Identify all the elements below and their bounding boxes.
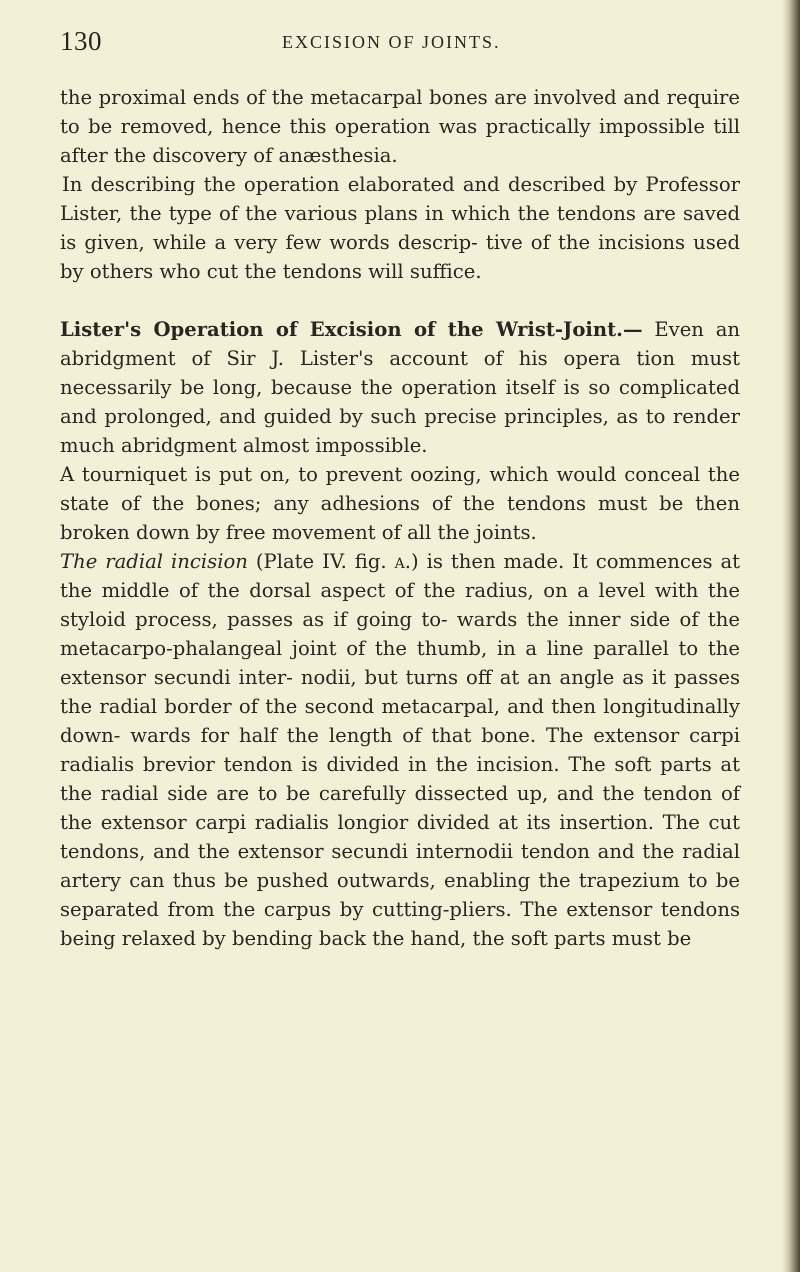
plate-reference-close: ) [410, 550, 419, 573]
running-title: EXCISION OF JOINTS. [282, 32, 501, 52]
paragraph-3-text: Even an abridgment of Sir J. Lister's account of his opera tion must necessarily be long, because the operation itself is so complicated and prolonged, and guided by such precise principles, as to render much abridgment almost impossible. [60, 318, 740, 457]
section-heading: Lister's Operation of Excision of the Wrist-Joint.— [60, 318, 643, 341]
body-text [60, 83, 740, 953]
page-number: 130 [60, 26, 102, 56]
plate-reference: (Plate IV. fig. [255, 550, 387, 573]
paragraph-5 [60, 547, 740, 953]
radial-incision-term: The radial incision [60, 550, 248, 573]
paragraph-3 [60, 315, 740, 460]
paragraph-2-text: In describing the operation elaborated and described by Professor Lister, the type of the various plans in which the tendons are saved is given, while a very few words descrip- tive of the incisions used by others who cut the tendons will suffice. [60, 173, 740, 283]
plate-reference-letter: a. [394, 550, 411, 573]
paragraph-4-text: A tourniquet is put on, to prevent oozing, which would conceal the state of the bones; any adhesions of the tendons must be then broken down by free movement of all the joints. [60, 463, 740, 544]
paragraph-4 [60, 460, 740, 547]
page-edge-shadow [782, 0, 800, 1272]
paragraph-1: the proximal ends of the metacarpal bones are involved and require to be removed, hence this operation was practically impossible till after the discovery of anæsthesia. [60, 86, 740, 167]
paragraph-5-text: is then made. It commences at the middle of the dorsal aspect of the radius, on a level with the styloid process, passes as if going to- wards the inner side of the metacarpo-phalangeal joint of the thumb, in a line parallel to the extensor secundi inter- nodii, but turns off at an angle as it passes the radial border of the second metacarpal, and then longitudinally down- wards for half the length of that bone. The extensor carpi radialis brevior tendon is divided in the incision. The soft parts at the radial side are to be carefully dissected up, and the tendon of the extensor carpi radialis longior divided at its insertion. The cut tendons, and the extensor secundi internodii tendon and the radial artery can thus be pushed outwards, enabling the trapezium to be separated from the carpus by cutting-pliers. The extensor tendons being relaxed by bending back the hand, the soft parts must be [60, 550, 741, 950]
paragraph-2 [60, 170, 740, 286]
page-header [60, 22, 750, 62]
